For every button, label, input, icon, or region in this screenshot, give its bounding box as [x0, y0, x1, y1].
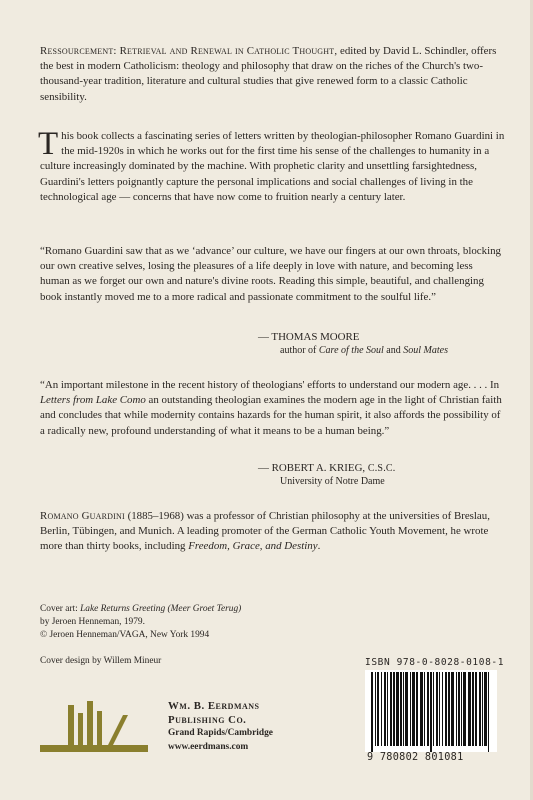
endorsement-author-moore: — THOMAS MOORE: [258, 331, 360, 343]
publisher-logo: [40, 693, 150, 758]
author-bio: [40, 509, 505, 555]
credit-book-1: Care of the Soul: [318, 345, 384, 356]
barcode-graphic: [365, 670, 497, 752]
book-description: [38, 126, 505, 205]
krieg-suffix: C.S.C.: [365, 463, 396, 474]
series-blurb: [40, 44, 505, 105]
drop-cap: T: [38, 126, 59, 162]
bookshelf-logo-icon: [40, 693, 150, 758]
endorsement-quote-krieg: [40, 378, 505, 439]
bio-books: Freedom, Grace, and Destiny: [188, 540, 318, 553]
barcode-number: 9 780802 801081: [367, 752, 464, 763]
cover-art-artist: by Jeroen Henneman, 1979.: [40, 617, 145, 628]
credit-prefix: author of: [280, 345, 319, 356]
endorsement-credit-krieg: University of Notre Dame: [280, 476, 385, 487]
series-name: Ressourcement: Retrieval and Renewal in Catholic Thought,: [40, 45, 338, 57]
credit-book-2: Soul Mates: [403, 345, 448, 356]
cover-art-copyright: © Jeroen Henneman/VAGA, New York 1994: [40, 630, 210, 641]
bio-end: .: [317, 540, 321, 553]
cover-art-credits: [40, 603, 360, 643]
publisher-city: Grand Rapids/Cambridge: [168, 728, 273, 738]
cover-design-credit: Cover design by Willem Mineur: [40, 656, 162, 666]
isbn-barcode: [365, 670, 497, 752]
isbn-label: ISBN 978-0-8028-0108-1: [365, 657, 505, 668]
quote2-text-b: an outstanding theologian examines the modern age in the light of Christian faith and concludes that while modernity contains hazards for the human spirit, it also affords the possibility of a radically new, profound understanding of what it means to be a human being.”: [40, 394, 502, 437]
cover-art-line: [40, 603, 360, 616]
cover-art-title: Lake Returns Greeting: [80, 604, 166, 614]
publisher-website: www.eerdmans.com: [168, 741, 249, 752]
quote2-text-a: “An important milestone in the recent history of theologians' efforts to understand our modern age. . . . In: [40, 379, 500, 391]
publisher-info: [168, 700, 273, 754]
publisher-name-1: Wm. B. Eerdmans: [168, 700, 260, 712]
endorsement-credit-moore: [280, 344, 448, 358]
cover-art-prefix: Cover art:: [40, 604, 81, 614]
credit-and: and: [383, 345, 404, 356]
publisher-name-2: Publishing Co.: [168, 713, 247, 726]
krieg-name: — ROBERT A. KRIEG,: [258, 462, 366, 474]
endorsement-author-krieg: [258, 461, 395, 476]
description-text: his book collects a fascinating series of letters written by theologian-philosopher Romano Guardini in the mid-1920s in which he works out for the first time his sense of the challenges to humanity in a culture increasingly dominated by the machine. With prophetic clarity and unsettling farsightedness, Guardini's letters poignantly capture the personal implications and social challenges of living in the technological age — concerns that have now come to fruition nearly a century later.: [40, 130, 505, 203]
endorsement-quote-moore: “Romano Guardini saw that as we ‘advance’ our culture, we have our fingers at our own throats, blocking our own creative selves, losing the pleasures of a life deeply in love with nature, and becoming less human as we forget our own and nature's divine roots. Reading this simple, beautiful, and challenging book instantly moved me to a more radical and passionate commitment to the soulful life.”: [40, 245, 501, 303]
bio-text: (1885–1968) was a professor of Christian philosophy at the universities of Breslau, Berlin, Tübingen, and Munich. A leading promoter of the German Catholic Youth Movement, he wrote more than thirty books, including: [40, 510, 490, 553]
series-text: edited by David L. Schindler, offers the best in modern Catholicism: theology and philosophy that draw on the riches of the Church's two-thousand-year tradition, literature and cultural studies that give renewed form to a classic Catholic sensibility.: [40, 45, 497, 103]
cover-art-alt-title: (Meer Groet Terug): [165, 604, 242, 614]
quote2-book-title: Letters from Lake Como: [40, 394, 146, 407]
bio-author-name: Romano Guardini: [40, 510, 125, 522]
